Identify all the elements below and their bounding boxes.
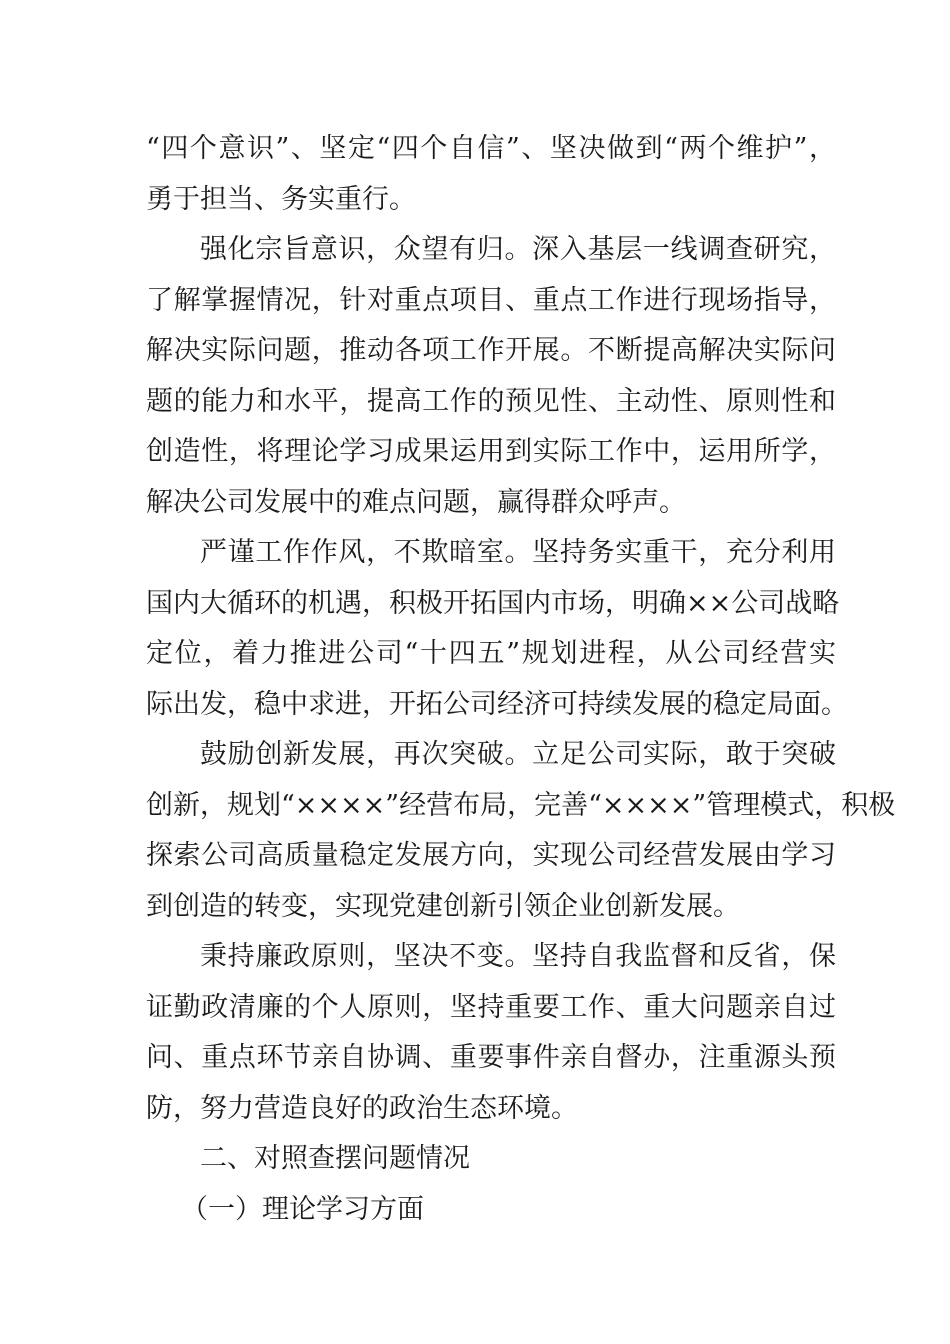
- paragraph-line: 创新，规划“××××”经营布局，完善“××××”管理模式，积极: [146, 789, 896, 821]
- paragraph-line: 际出发，稳中求进，开拓公司经济可持续发展的稳定局面。: [146, 688, 848, 720]
- paragraph-line: 问、重点环节亲自协调、重要事件亲自督办，注重源头预: [146, 1042, 836, 1073]
- paragraph-line: 探索公司高质量稳定发展方向，实现公司经营发展由学习: [146, 840, 836, 871]
- document-body: [146, 124, 896, 1235]
- paragraph-line: 解决公司发展中的难点问题，赢得群众呼声。: [146, 486, 686, 518]
- paragraph-line: 定位，着力推进公司“十四五”规划进程，从公司经营实: [146, 638, 836, 669]
- paragraph-line: 强化宗旨意识，众望有归。深入基层一线调查研究，: [200, 234, 836, 265]
- subsection-heading: （一）理论学习方面: [181, 1193, 424, 1225]
- paragraph-line: 国内大循环的机遇，积极开拓国内市场，明确××公司战略: [146, 587, 840, 619]
- paragraph-line: 题的能力和水平，提高工作的预见性、主动性、原则性和: [146, 385, 836, 417]
- paragraph: [146, 730, 896, 932]
- paragraph-line: 到创造的转变，实现党建创新引领企业创新发展。: [146, 890, 740, 922]
- paragraph-line: 解决实际问题，推动各项工作开展。不断提高解决实际问: [146, 335, 836, 366]
- paragraph: [146, 528, 848, 730]
- paragraph: [146, 124, 836, 225]
- paragraph-line: 了解掌握情况，针对重点项目、重点工作进行现场指导，: [146, 284, 836, 316]
- paragraph-line: 秉持廉政原则，坚决不变。坚持自我监督和反省，保: [200, 941, 836, 972]
- paragraph-line: “四个意识”、坚定“四个自信”、坚决做到“两个维护”，: [146, 133, 836, 164]
- paragraph-line: 勇于担当、务实重行。: [146, 183, 416, 215]
- paragraph: [146, 932, 836, 1134]
- paragraph-line: 鼓励创新发展，再次突破。立足公司实际，敢于突破: [200, 739, 836, 770]
- paragraph: [146, 225, 836, 528]
- paragraph-line: 防，努力营造良好的政治生态环境。: [146, 1092, 578, 1124]
- paragraph-line: 严谨工作作风，不欺暗室。坚持务实重干，充分利用: [200, 537, 836, 568]
- paragraph-line: 创造性，将理论学习成果运用到实际工作中，运用所学，: [146, 436, 836, 467]
- paragraph-line: 证勤政清廉的个人原则，坚持重要工作、重大问题亲自过: [146, 991, 836, 1023]
- section-heading: 二、对照查摆问题情况: [200, 1143, 470, 1174]
